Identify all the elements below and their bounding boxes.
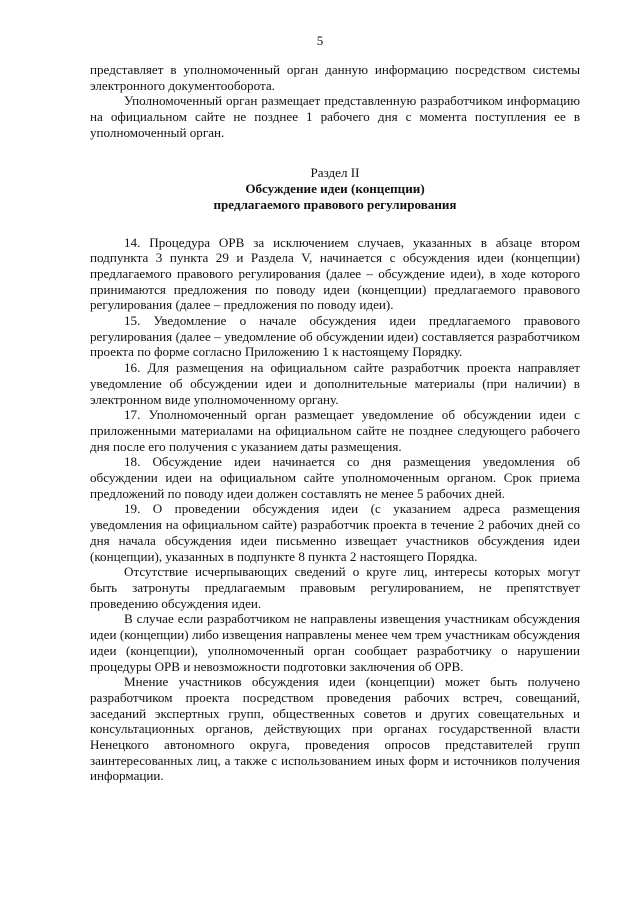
- paragraph-16: 16. Для размещения на официальном сайте разработчик проекта направляет уведомление об обсуждении идеи и дополнительные материалы (при наличии) в электронном виде уполномоченному органу.: [90, 360, 580, 407]
- section-title-line-1: Обсуждение идеи (концепции): [245, 180, 425, 196]
- paragraph: Мнение участников обсуждения идеи (концепции) может быть получено разработчиком проекта посредством проведения рабочих встреч, совещаний, заседаний экспертных групп, общественных советов и других совещательных и консультационных органов, действующих при органах государственной власти Ненецкого автономного округа, проведения опросов представителей групп заинтересованных лиц, а также с использованием иных форм и источников получения информации.: [90, 674, 580, 784]
- section-heading: [90, 165, 580, 213]
- paragraph-15: 15. Уведомление о начале обсуждения идеи предлагаемого правового регулирования (далее – уведомление об обсуждении идеи) составляется разработчиком проекта по форме согласно Приложению 1 к настоящему Порядку.: [90, 313, 580, 360]
- section-title-line-2: предлагаемого правового регулирования: [213, 196, 457, 212]
- paragraph-17: 17. Уполномоченный орган размещает уведомление об обсуждении идеи с приложенными материалами на официальном сайте не позднее следующего рабочего дня после его получения с указанием даты размещения.: [90, 407, 580, 454]
- paragraph-18: 18. Обсуждение идеи начинается со дня размещения уведомления об обсуждении идеи на официальном сайте уполномоченным органом. Срок приема предложений по поводу идеи должен составлять не менее 5 рабочих дней.: [90, 454, 580, 501]
- paragraph: Отсутствие исчерпывающих сведений о круге лиц, интересы которых могут быть затронуты предлагаемым правовым регулированием, не препятствует проведению обсуждения идеи.: [90, 564, 580, 611]
- paragraph: Уполномоченный орган размещает представленную разработчиком информацию на официальном сайте не позднее 1 рабочего дня с момента поступления ее в уполномоченный орган.: [90, 93, 580, 140]
- paragraph-14: 14. Процедура ОРВ за исключением случаев, указанных в абзаце втором подпункта 3 пункта 29 и Раздела V, начинается с обсуждения идеи (концепции) предлагаемого правового регулирования (далее – обсуждение идеи), в ходе которого принимаются предложения по поводу идеи (концепции) предлагаемого правового регулирования (далее – предложения по поводу идеи).: [90, 234, 580, 313]
- document-body: [90, 62, 580, 784]
- section-label: Раздел II: [310, 164, 360, 180]
- paragraph-19: 19. О проведении обсуждения идеи (с указанием адреса размещения уведомления на официальном сайте) разработчик проекта в течение 2 рабочих дней со дня начала обсуждения идеи письменно извещает участников обсуждения идеи (концепции), указанных в подпункте 8 пункта 2 настоящего Порядка.: [90, 501, 580, 564]
- paragraph: В случае если разработчиком не направлены извещения участникам обсуждения идеи (концепции) либо извещения направлены менее чем трем участникам обсуждения идеи (концепции), уполномоченный орган сообщает разработчику о нарушении процедуры ОРВ и невозможности подготовки заключения об ОРВ.: [90, 611, 580, 674]
- paragraph-continuation: представляет в уполномоченный орган данную информацию посредством системы электронного документооборота.: [90, 62, 580, 93]
- page-number: 5: [316, 33, 324, 48]
